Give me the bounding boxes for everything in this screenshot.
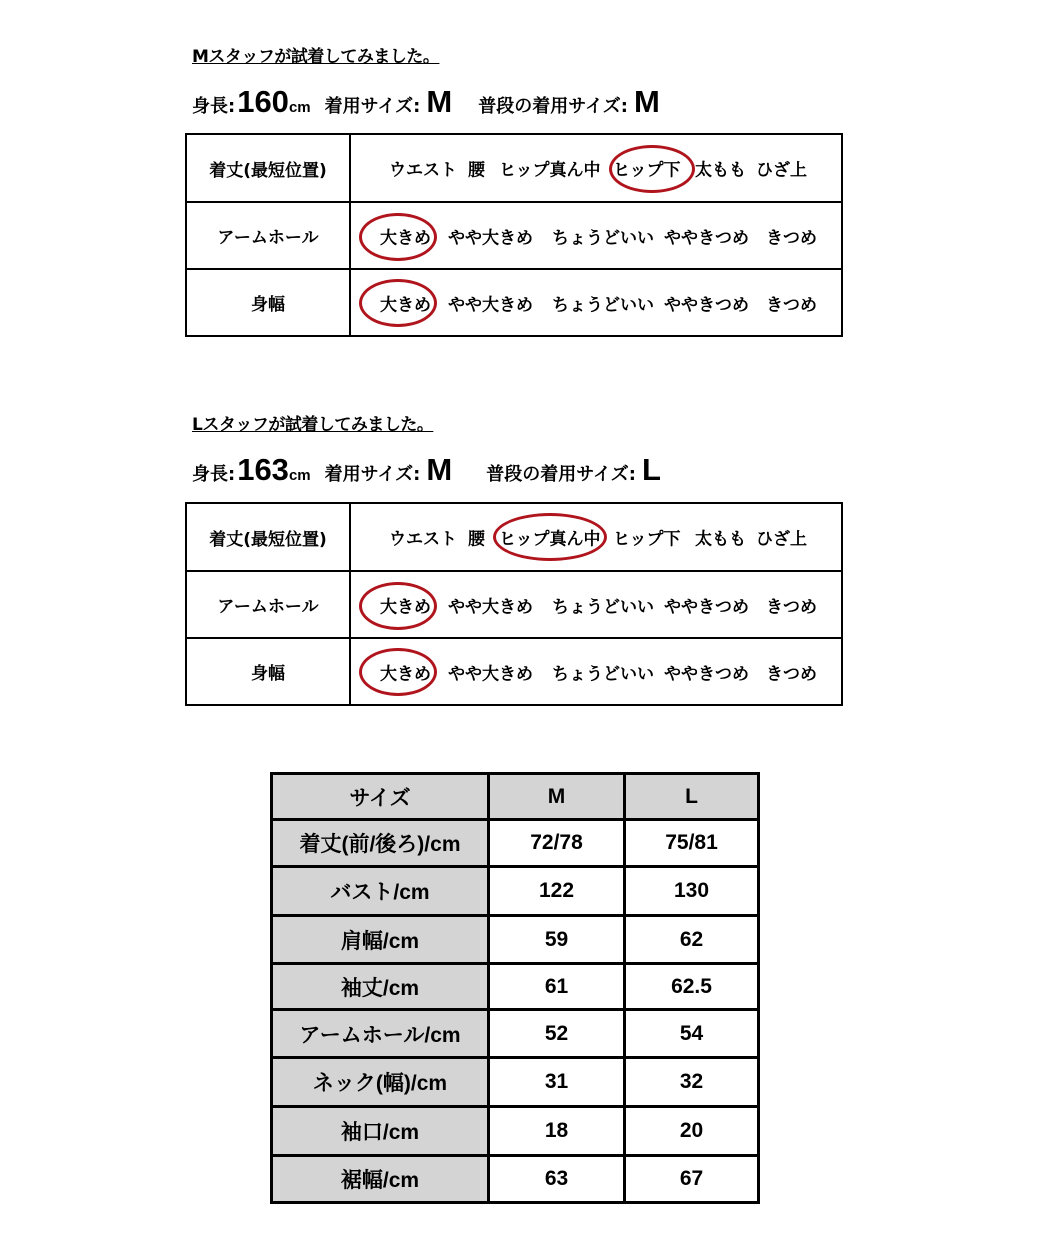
staff-m-stats xyxy=(192,84,660,120)
row-label: アームホール xyxy=(186,571,350,638)
option: ヒップ真ん中 xyxy=(499,529,601,550)
table-row xyxy=(272,820,759,867)
table-row xyxy=(272,964,759,1010)
option: ヒップ下 xyxy=(613,529,681,550)
row-label: アームホール xyxy=(186,202,350,269)
option: 腰 xyxy=(468,529,485,550)
height-unit: cm xyxy=(288,467,311,484)
option: ひざ上 xyxy=(756,529,807,550)
staff-l-title: Lスタッフが試着してみました。 xyxy=(192,415,434,435)
option: ひざ上 xyxy=(756,160,807,181)
row-label: アームホール/cm xyxy=(272,1010,489,1058)
option-cell xyxy=(350,134,842,202)
option: ややきつめ xyxy=(664,228,749,248)
option: ヒップ真ん中 xyxy=(499,160,601,181)
option: 腰 xyxy=(468,160,485,181)
row-label: 袖口/cm xyxy=(272,1107,489,1156)
cell-m: 18 xyxy=(489,1107,625,1156)
cell-l: 67 xyxy=(625,1156,759,1203)
option: ややきつめ xyxy=(664,295,749,315)
cell-l: 62 xyxy=(625,916,759,964)
table-row xyxy=(272,1058,759,1107)
table-row xyxy=(272,1107,759,1156)
fit-row-length xyxy=(186,503,842,571)
header-m: M xyxy=(489,774,625,820)
cell-l: 130 xyxy=(625,867,759,916)
row-label: 身幅 xyxy=(186,638,350,705)
option: ヒップ下 xyxy=(613,160,681,181)
size-table xyxy=(270,772,760,1204)
option-cell xyxy=(350,571,842,638)
usual-size-label: 普段の着用サイズ: xyxy=(478,96,628,117)
table-row xyxy=(272,1156,759,1203)
cell-m: 31 xyxy=(489,1058,625,1107)
fit-row-armhole xyxy=(186,202,842,269)
cell-l: 75/81 xyxy=(625,820,759,867)
staff-m-title: Mスタッフが試着してみました。 xyxy=(192,47,440,67)
option: やや大きめ xyxy=(448,597,533,617)
cell-m: 63 xyxy=(489,1156,625,1203)
staff-l-fit-table xyxy=(185,502,843,706)
table-row xyxy=(272,1010,759,1058)
header-l: L xyxy=(625,774,759,820)
worn-size-label: 着用サイズ: xyxy=(324,464,421,485)
row-label: 着丈(最短位置) xyxy=(186,134,350,202)
option: きつめ xyxy=(766,664,817,684)
option: 大きめ xyxy=(380,664,431,684)
option: きつめ xyxy=(766,295,817,315)
option: 太もも xyxy=(695,160,746,181)
height-value: 163 xyxy=(237,452,289,487)
option: 太もも xyxy=(695,529,746,550)
worn-size-value: M xyxy=(426,452,453,487)
height-value: 160 xyxy=(237,84,289,119)
option: ちょうどいい xyxy=(552,295,654,315)
cell-l: 32 xyxy=(625,1058,759,1107)
fit-row-width xyxy=(186,269,842,336)
row-label: ネック(幅)/cm xyxy=(272,1058,489,1107)
option: ウエスト xyxy=(389,529,457,550)
header-size: サイズ xyxy=(272,774,489,820)
option: ちょうどいい xyxy=(552,228,654,248)
table-row xyxy=(272,867,759,916)
usual-size-value: M xyxy=(633,84,660,119)
option-cell xyxy=(350,269,842,336)
table-row xyxy=(272,916,759,964)
fit-row-width xyxy=(186,638,842,705)
height-label: 身長: xyxy=(192,96,236,117)
size-table-header xyxy=(272,774,759,820)
option-cell xyxy=(350,503,842,571)
option: ちょうどいい xyxy=(552,664,654,684)
height-unit: cm xyxy=(288,99,311,116)
option: きつめ xyxy=(766,228,817,248)
row-label: 身幅 xyxy=(186,269,350,336)
worn-size-label: 着用サイズ: xyxy=(324,96,421,117)
option: ウエスト xyxy=(389,160,457,181)
fit-row-length xyxy=(186,134,842,202)
cell-l: 62.5 xyxy=(625,964,759,1010)
row-label: バスト/cm xyxy=(272,867,489,916)
option: ちょうどいい xyxy=(552,597,654,617)
usual-size-value: L xyxy=(641,452,661,487)
row-label: 着丈(最短位置) xyxy=(186,503,350,571)
cell-l: 20 xyxy=(625,1107,759,1156)
option: やや大きめ xyxy=(448,664,533,684)
option: やや大きめ xyxy=(448,295,533,315)
usual-size-label: 普段の着用サイズ: xyxy=(486,464,636,485)
cell-l: 54 xyxy=(625,1010,759,1058)
row-label: 肩幅/cm xyxy=(272,916,489,964)
row-label: 袖丈/cm xyxy=(272,964,489,1010)
staff-l-stats xyxy=(192,452,661,488)
worn-size-value: M xyxy=(426,84,453,119)
option: ややきつめ xyxy=(664,664,749,684)
option-cell xyxy=(350,638,842,705)
cell-m: 61 xyxy=(489,964,625,1010)
height-label: 身長: xyxy=(192,464,236,485)
cell-m: 72/78 xyxy=(489,820,625,867)
row-label: 裾幅/cm xyxy=(272,1156,489,1203)
cell-m: 59 xyxy=(489,916,625,964)
row-label: 着丈(前/後ろ)/cm xyxy=(272,820,489,867)
cell-m: 52 xyxy=(489,1010,625,1058)
option: きつめ xyxy=(766,597,817,617)
staff-m-fit-table xyxy=(185,133,843,337)
option: やや大きめ xyxy=(448,228,533,248)
cell-m: 122 xyxy=(489,867,625,916)
option-cell xyxy=(350,202,842,269)
option: ややきつめ xyxy=(664,597,749,617)
fit-row-armhole xyxy=(186,571,842,638)
option: 大きめ xyxy=(380,228,431,248)
option: 大きめ xyxy=(380,295,431,315)
option: 大きめ xyxy=(380,597,431,617)
